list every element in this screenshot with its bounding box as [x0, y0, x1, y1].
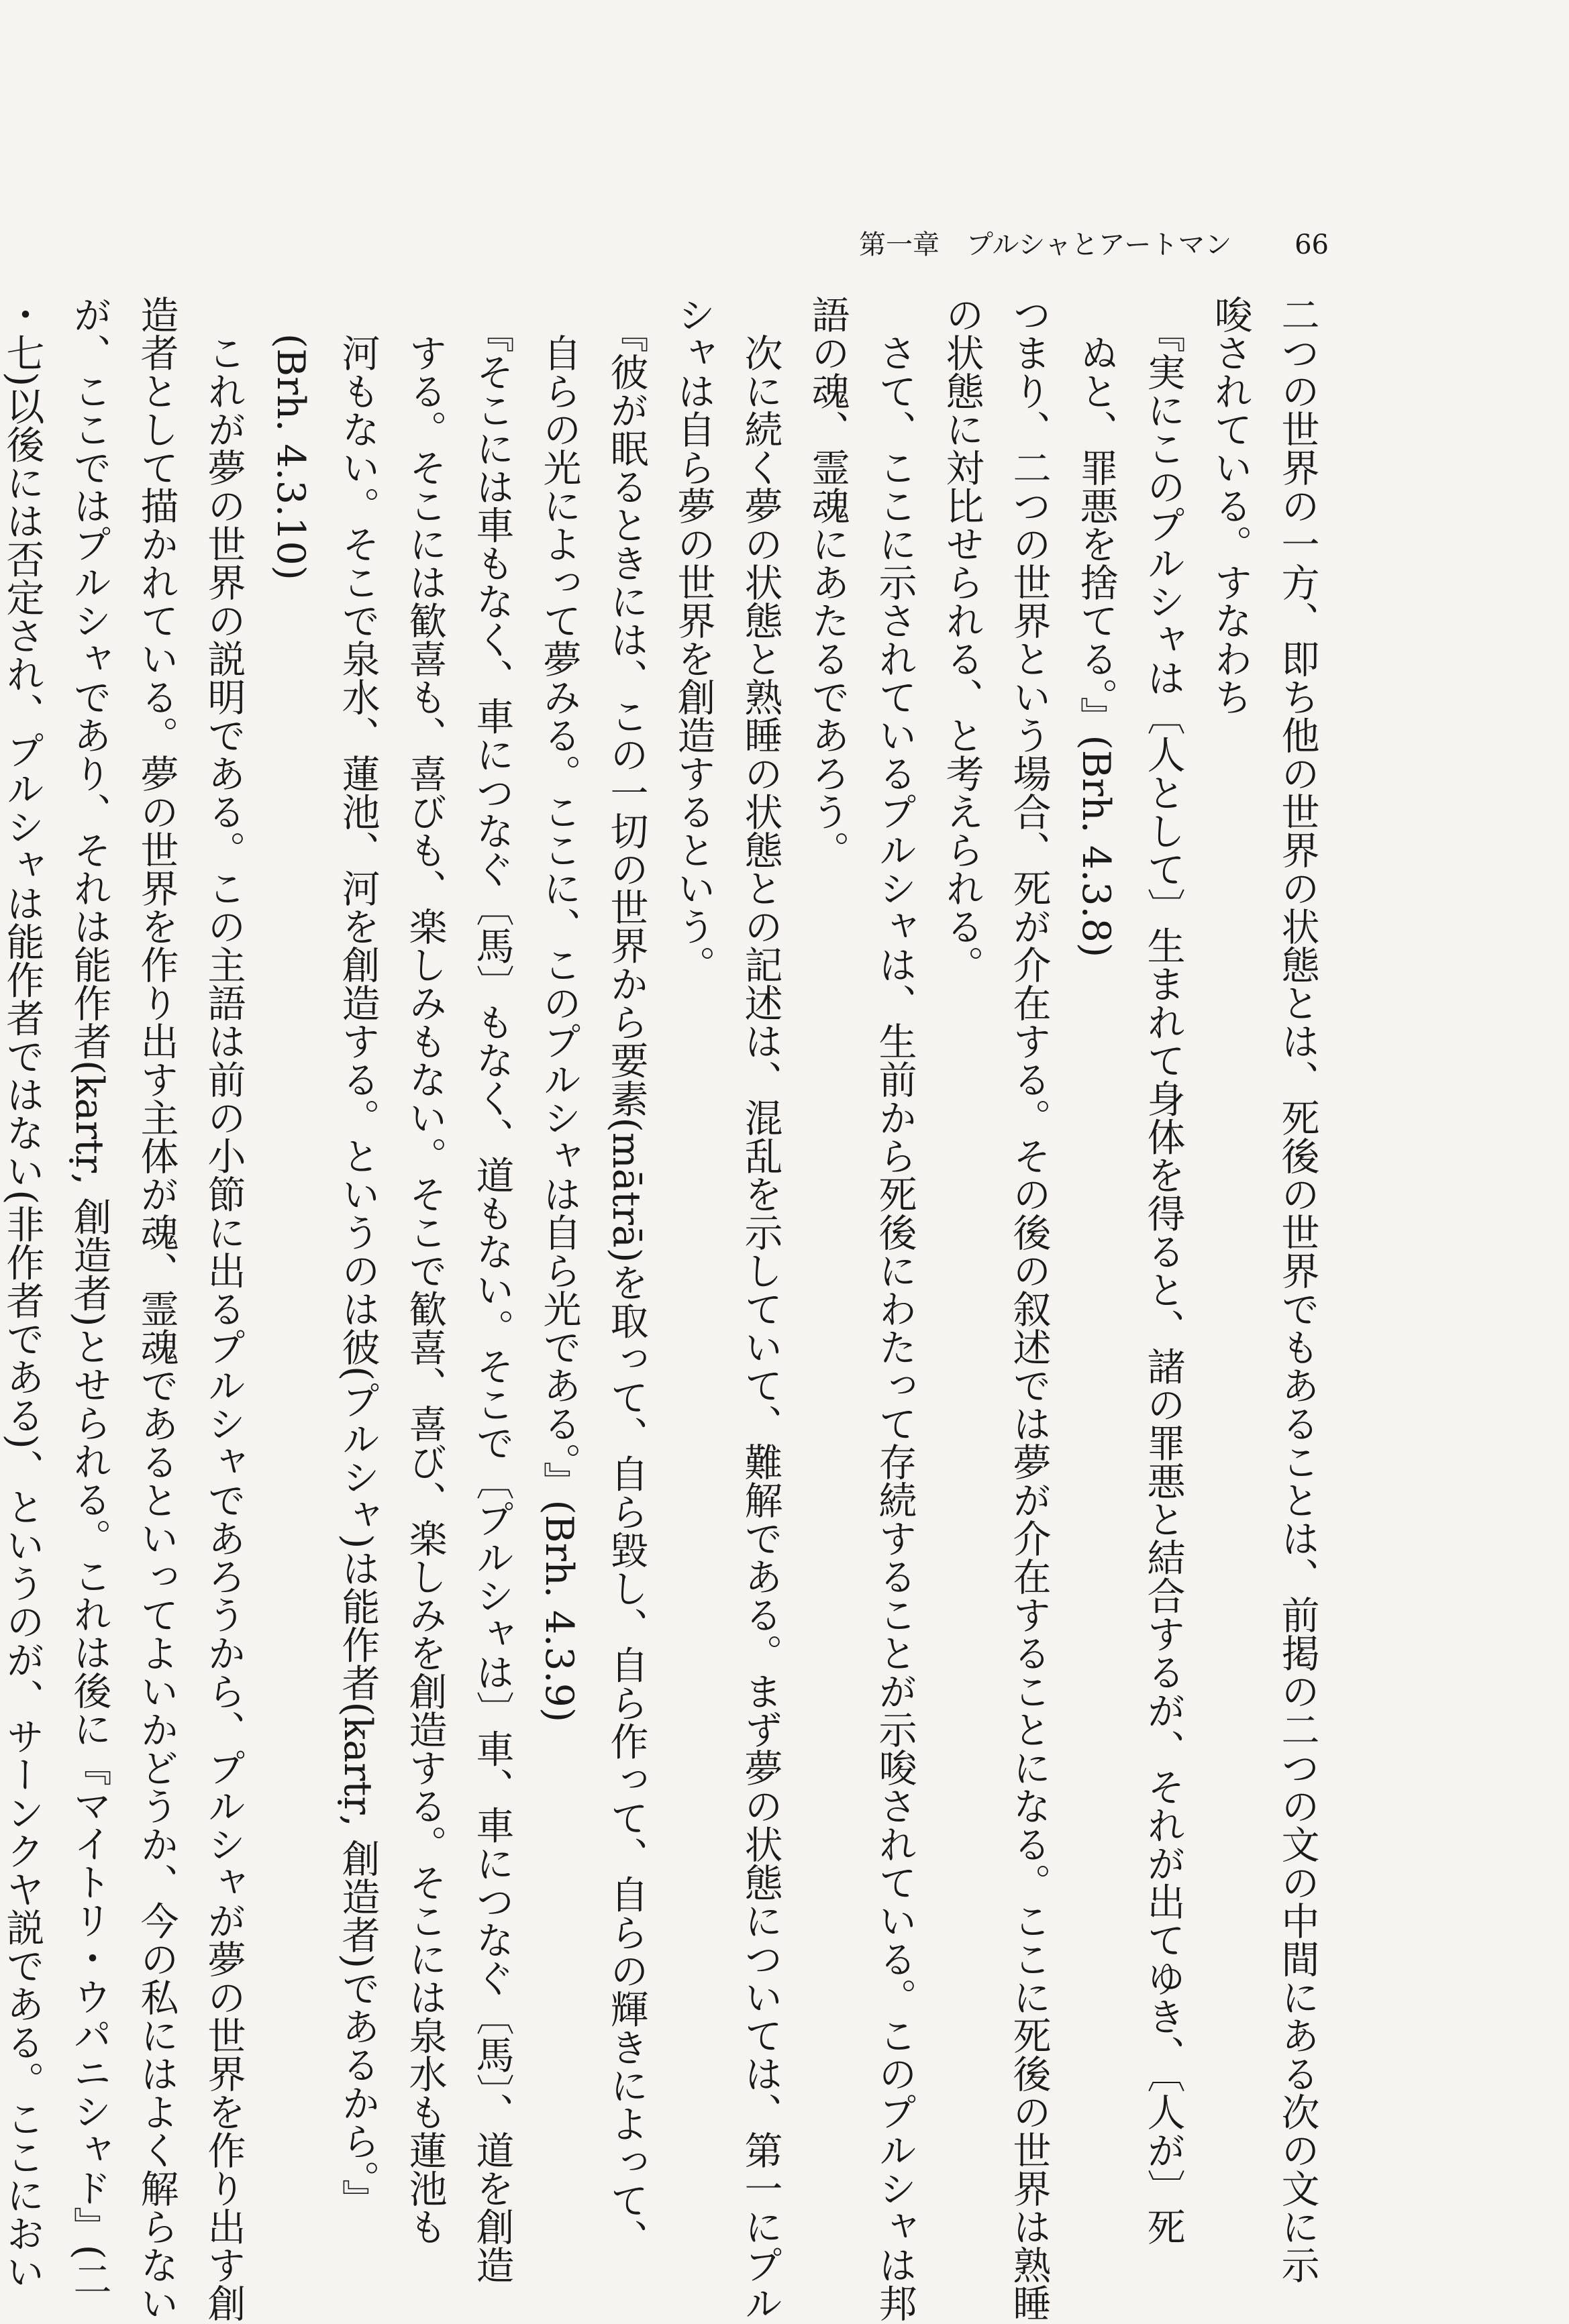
text-line: (Brh. 4.3.10) — [268, 295, 313, 580]
text-line: 自らの光によって夢みる。ここに、このプルシャは自ら光である。』(Brh. 4.3.9) — [537, 295, 581, 1723]
text-line: 『そこには車もなく、車につなぐ〔馬〕もなく、道もない。そこで〔プルシャは〕車、車につなぐ〔馬〕、道を創造 — [470, 295, 514, 2284]
text-line: 語の魂、霊魂にあたるであろう。 — [805, 295, 850, 869]
body-text — [0, 295, 1331, 2322]
text-line: 二つの世界の一方、即ち他の世界の状態とは、死後の世界でもあることは、前掲の二つの文の中間にある次の文に示 — [1275, 295, 1319, 2284]
text-line: の状態に対比せられる、と考えられる。 — [940, 295, 984, 984]
text-line: ぬと、罪悪を捨てる。』(Brh. 4.3.8) — [1074, 295, 1118, 958]
running-header — [859, 225, 1329, 265]
text-line: 造者として描かれている。夢の世界を作り出す主体が魂、霊魂であるといってよいかどうか、今の私にはよく解らない — [134, 295, 179, 2322]
text-line: 『実にこのプルシャは〔人として〕生まれて身体を得ると、諸の罪悪と結合するが、それが出てゆき、〔人が〕死 — [1141, 295, 1185, 2246]
text-line: 『彼が眠るときには、この一切の世界から要素(mātrā)を取って、自ら毀し、自ら作って、自らの輝きによって、 — [604, 295, 648, 2258]
page-number: 66 — [1295, 229, 1329, 260]
text-line: 次に続く夢の状態と熟睡の状態との記述は、混乱を示していて、難解である。まず夢の状態については、第一にプル — [738, 295, 782, 2322]
chapter-title: 第一章 プルシャとアートマン — [859, 229, 1232, 260]
text-line: 河もない。そこで泉水、蓮池、河を創造する。というのは彼(プルシャ)は能作者(kartṛ, 創造者)であるから。』 — [336, 295, 380, 2217]
text-line: さて、ここに示されているプルシャは、生前から死後にわたって存続することが示唆されている。このプルシャは邦 — [872, 295, 917, 2322]
text-line: シャは自ら夢の世界を創造するという。 — [671, 295, 715, 984]
text-line: つまり、二つの世界という場合、死が介在する。その後の叙述では夢が介在することになる。ここに死後の世界は熟睡 — [1007, 295, 1051, 2322]
text-line: 唆されている。すなわち — [1208, 295, 1252, 716]
text-line: これが夢の世界の説明である。この主語は前の小節に出るプルシャであろうから、プルシャが夢の世界を作り出す創 — [201, 295, 246, 2322]
text-line: が、ここではプルシャであり、それは能作者(kartṛ, 創造者)とせられる。これは後に『マイトリ・ウパニシャド』(二 — [67, 295, 111, 2298]
text-line: ・七)以後には否定され、プルシャは能作者ではない(非作者である)、というのが、サーンクヤ説である。ここにおい — [0, 295, 44, 2290]
text-line: する。そこには歓喜も、喜びも、楽しみもない。そこで歓喜、喜び、楽しみを創造する。そこには泉水も蓮池も — [403, 295, 447, 2246]
